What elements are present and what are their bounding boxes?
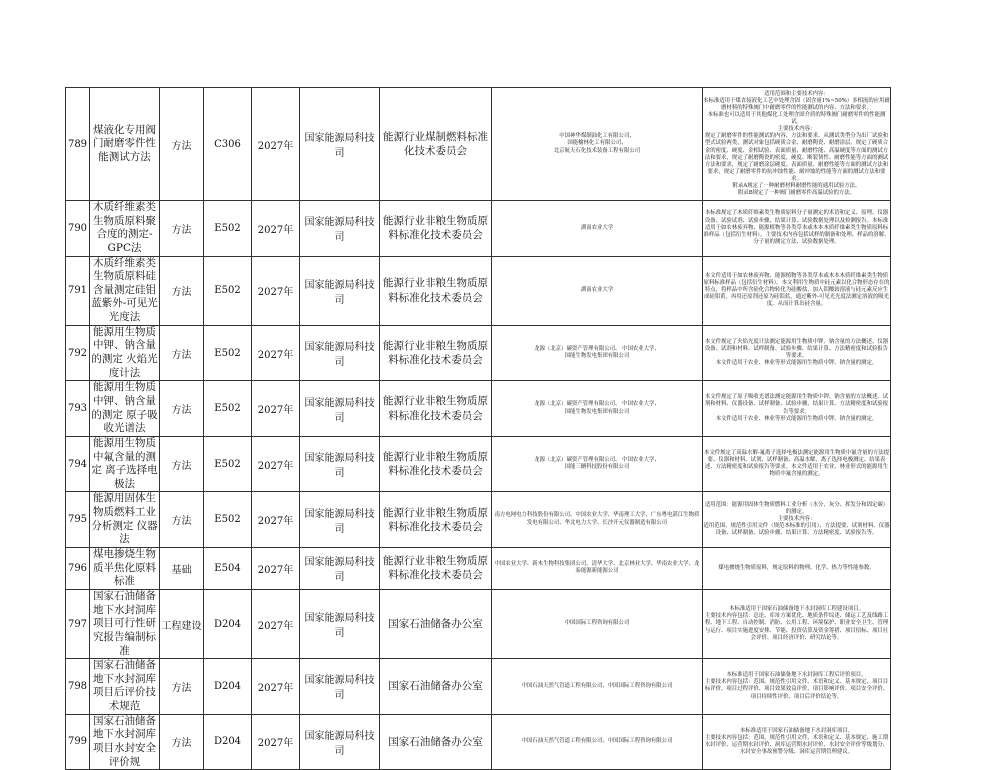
standard-name-cell xyxy=(90,714,160,770)
scope-and-content-cell xyxy=(703,256,891,325)
drafting-units-cell xyxy=(492,589,703,658)
completion-year-cell xyxy=(252,325,300,381)
scope-and-content-cell xyxy=(703,714,891,770)
ics-code: E502 xyxy=(214,285,241,297)
managing-department: 国家能源局科技司 xyxy=(304,342,375,369)
technical-committee: 国家石油储备办公室 xyxy=(388,680,483,693)
table-row xyxy=(66,548,891,590)
technical-committee-cell xyxy=(380,381,492,437)
standard-number: 799 xyxy=(67,736,88,748)
standard-name-cell xyxy=(90,381,160,437)
drafting-units: 龙源（北京）碳资产管理有限公司、 中国农业大学、 国能生物发电集团有限公司 xyxy=(534,401,660,415)
standard-number-cell xyxy=(66,256,90,325)
standard-name: 木质纤维素类生物质原料聚合度的测定-GPC法 xyxy=(93,201,156,254)
completion-year: 2027年 xyxy=(257,224,294,236)
scope-and-content: 本标准规定了木质纤维素类生物质原料分子量测定的术语和定义、原理、仪器设备、试验试剂、试验步骤、结果计算、试验数据处理以及检测报告。本标准适用于如农林废弃物、能源植物等各类草本或木本木质纤维素类生物质原料标准样品（包括衍生材料）。主要技术内容包括试样的制备和处理、样品的溶解、分子量的测定方法、试验数据处理。 xyxy=(703,210,890,245)
scope-and-content-cell xyxy=(703,201,891,257)
table-row xyxy=(66,201,891,257)
managing-department-cell xyxy=(300,201,380,257)
completion-year-cell xyxy=(252,589,300,658)
managing-department-cell xyxy=(300,548,380,590)
standard-type-cell xyxy=(160,381,204,437)
standard-type-cell xyxy=(160,88,204,201)
completion-year: 2027年 xyxy=(257,460,294,472)
ics-code-cell xyxy=(204,436,252,492)
standard-type: 基础 xyxy=(171,564,192,576)
standard-type: 方法 xyxy=(171,682,192,694)
managing-department-cell xyxy=(300,492,380,548)
scope-and-content-cell xyxy=(703,548,891,590)
standard-number: 797 xyxy=(67,618,88,630)
standard-type: 方法 xyxy=(171,516,192,528)
standard-name: 能源用生物质中氟含量的测定 离子选择电极法 xyxy=(91,436,158,490)
drafting-units: 中国国际工程咨询有限公司 xyxy=(564,620,630,627)
standard-type-cell xyxy=(160,492,204,548)
table-row xyxy=(66,325,891,381)
technical-committee-cell xyxy=(380,548,492,590)
ics-code: E502 xyxy=(214,458,241,470)
scope-and-content: 本文件规定了火焰光度计法测定能源用生物质中钾、钠含量的方法概述、仪器设备、试剂和材料、试样制备、试验步骤、结果计算、方法精密度和试验报告等要求。 本文件适用于农业、林业等形式能源用生物质中钾、钠含量的测定。 xyxy=(704,338,889,367)
ics-code: E502 xyxy=(214,222,241,234)
standard-type: 方法 xyxy=(171,287,192,299)
managing-department-cell xyxy=(300,589,380,658)
completion-year: 2027年 xyxy=(257,516,294,528)
technical-committee-cell xyxy=(380,201,492,257)
ics-code: E502 xyxy=(214,514,241,526)
standard-number-cell xyxy=(66,492,90,548)
scope-and-content: 本标准适用于国家石油储备地下水封洞库项目。 主要技术内容包括：范围、规范性引用文件、术语和定义、基本规定、施工期水封评价、运营期水封评价、洞库运营期水封评价、水封安全评价等级划分、水封安全事故预警分级、洞库运营期管理建议。 xyxy=(704,727,889,756)
scope-and-content: 适用范围：能源用固体生物质燃料工业分析（水分、灰分、挥发分和固定碳）的测定。 主要技术内容： 适用范围、规范性引用文件（规范本标准的引用）、方法提要、试剂材料、仪器设备、试样制备、试验步骤、结果计算、方法精密度、试验报告等。 xyxy=(703,501,890,537)
standard-number: 794 xyxy=(67,458,88,470)
completion-year-cell xyxy=(252,492,300,548)
standards-table xyxy=(65,87,891,770)
standard-number-cell xyxy=(66,589,90,658)
scope-and-content-cell xyxy=(703,589,891,658)
completion-year: 2027年 xyxy=(257,738,294,750)
completion-year-cell xyxy=(252,714,300,770)
completion-year-cell xyxy=(252,548,300,590)
scope-and-content-cell xyxy=(703,381,891,437)
standard-type-cell xyxy=(160,548,204,590)
drafting-units-cell xyxy=(492,714,703,770)
drafting-units: 南方电网电力科技股份有限公司、中国农业大学、华南理工大学、广东粤电湛江生物质发电有限公司、华北电力大学、长沙开元仪器制造有限公司 xyxy=(494,512,700,526)
technical-committee: 能源行业非粮生物质原料标准化技术委员会 xyxy=(383,215,488,242)
standard-type-cell xyxy=(160,714,204,770)
ics-code-cell xyxy=(204,548,252,590)
technical-committee: 国家石油储备办公室 xyxy=(388,735,483,748)
completion-year: 2027年 xyxy=(257,564,294,576)
technical-committee-cell xyxy=(380,492,492,548)
ics-code-cell xyxy=(204,492,252,548)
technical-committee: 国家石油储备办公室 xyxy=(388,617,483,630)
ics-code-cell xyxy=(204,589,252,658)
standard-name: 国家石油储备地下水封洞库项目水封安全评价规 xyxy=(93,714,156,768)
standard-type: 方法 xyxy=(171,224,192,236)
technical-committee-cell xyxy=(380,325,492,381)
standard-type: 方法 xyxy=(171,349,192,361)
completion-year-cell xyxy=(252,88,300,201)
standard-number: 789 xyxy=(67,138,88,150)
managing-department: 国家能源局科技司 xyxy=(304,675,375,702)
standard-number-cell xyxy=(66,201,90,257)
ics-code-cell xyxy=(204,201,252,257)
standard-number: 798 xyxy=(67,680,88,692)
drafting-units: 龙源（北京）碳资产管理有限公司、 中国农业大学、 国能生物发电集团有限公司 xyxy=(534,345,660,360)
ics-code-cell xyxy=(204,714,252,770)
managing-department: 国家能源局科技司 xyxy=(304,279,375,306)
technical-committee-cell xyxy=(380,589,492,658)
drafting-units: 湖南农业大学 xyxy=(580,224,614,231)
table-row xyxy=(66,436,891,492)
standard-name: 能源用生物质中钾、钠含量的测定 原子吸收光谱法 xyxy=(91,381,158,435)
managing-department-cell xyxy=(300,88,380,201)
drafting-units: 中国石油天然气管道工程有限公司、中国国际工程咨询有限公司 xyxy=(521,682,673,689)
drafting-units-cell xyxy=(492,381,703,437)
table-row xyxy=(66,492,891,548)
standard-number-cell xyxy=(66,714,90,770)
standard-type-cell xyxy=(160,436,204,492)
drafting-units: 龙源（北京）碳资产管理有限公司、 中国农业大学、 国能三糖科技股份有限公司 xyxy=(534,456,660,471)
scope-and-content: 本文件适用于如农林废弃物、能源植物等各类草本或木本木质纤维素类生物质原料标准样品（包括衍生材料）。本文利用生物质中硅元素以化合物形态存在的特点，将样品中所含硅化合物转化为硅酸盐，加入钼酸铵溶液与硅元素反应生成硅钼黄，再用还原剂还原为硅钼蓝，通过紫外-可见光光度法测定溶液的吸光度，从而计算出硅含量。 xyxy=(703,272,890,308)
standard-type-cell xyxy=(160,589,204,658)
completion-year: 2027年 xyxy=(257,620,294,632)
managing-department-cell xyxy=(300,436,380,492)
ics-code: D204 xyxy=(213,618,242,630)
drafting-units-cell xyxy=(492,548,703,590)
scope-and-content: 本标准适用于国家石油储备地下水封洞库工程后评价项目。 主要技术内容包括：范围、规范性引用文件、术语和定义、基本规定、项目目标评价、项目过程评价、项目效果效益评价、项目影响评价、项目安全评价、项目持续性评价、项目后评价结论等。 xyxy=(704,672,889,700)
drafting-units-cell xyxy=(492,88,703,201)
table-row xyxy=(66,381,891,437)
completion-year: 2027年 xyxy=(257,349,294,361)
ics-code: D204 xyxy=(213,680,242,692)
drafting-units: 中国石油天然气管道工程有限公司、中国国际工程咨询有限公司 xyxy=(521,738,673,745)
standard-name: 煤电掺烧生物质半焦化原料标准 xyxy=(93,548,156,588)
managing-department: 国家能源局科技司 xyxy=(304,508,375,535)
scope-and-content: 本标准适用于国家石油储备地下水封洞库工程建设项目。 主要技术内容包括：总论、库址方案优化、地质条件综述、储运工艺及线路工程、地下工程、自动控制、消防、公用工程、环境保护、职业安全卫生、管理与运行、项目实施进度安排、节能、投资估算及资金筹措、项目招标、项目社会评价、项目经济评价、研究结论等。 xyxy=(704,606,889,641)
technical-committee: 能源行业非粮生物质原料标准化技术委员会 xyxy=(383,555,488,582)
managing-department: 国家能源局科技司 xyxy=(304,453,375,480)
standard-number: 792 xyxy=(67,347,88,359)
ics-code-cell xyxy=(204,325,252,381)
standard-name-cell xyxy=(90,325,160,381)
scope-and-content: 煤电掺烧生物质原料，规定原料的物理、化学、热力等性能参数。 xyxy=(718,564,875,571)
drafting-units: 中国神华煤制油化工有限公司、 国能榆林化工有限公司、 北京航天石化技术装备工程有限公司 xyxy=(553,133,641,154)
technical-committee: 能源行业非粮生物质原料标准化技术委员会 xyxy=(383,277,488,304)
drafting-units-cell xyxy=(492,492,703,548)
standard-name: 国家石油储备地下水封洞库项目后评价技术规范 xyxy=(93,659,156,713)
table-row xyxy=(66,256,891,325)
technical-committee: 能源行业非粮生物质原料标准化技术委员会 xyxy=(383,395,488,422)
standard-number-cell xyxy=(66,436,90,492)
completion-year: 2027年 xyxy=(257,682,294,694)
standard-number: 795 xyxy=(67,514,88,526)
technical-committee: 能源行业非粮生物质原料标准化技术委员会 xyxy=(383,506,488,533)
standard-name: 煤液化专用阀门耐磨零件性能测试方法 xyxy=(93,123,156,163)
ics-code: D204 xyxy=(213,736,242,748)
managing-department: 国家能源局科技司 xyxy=(304,730,375,757)
managing-department: 国家能源局科技司 xyxy=(304,613,375,640)
standard-name-cell xyxy=(90,589,160,658)
drafting-units-cell xyxy=(492,201,703,257)
standard-number-cell xyxy=(66,548,90,590)
standard-type: 方法 xyxy=(171,405,192,417)
scope-and-content: 适用范围和主要技术内容： 本标准适用于煤直接液化工艺中处理含固（固含量1%~50%）多相流的应用耐磨材料的特殊阀门中耐磨零件的性能测试的内容、方法和要求。 本标准也可以适用于其他煤化工处理含固介质的特殊阀门耐磨零件的性能测试。 主要技术内容： 规定了耐磨零件的性能测试的内容、方法和要求。从测试类型分为出厂试验和型式试验两类，测试对象包括硬质合金、耐磨陶瓷、耐磨涂层，规定了硬质合金的密度、硬度、金相试验、表面质量、耐磨性能、高温硬度等方面的测试方法和要求，规定了耐磨陶瓷的密度、硬度、断裂韧性、耐磨性能等方面的测试方法和要求，规定了耐磨涂层硬度、表面质量、耐磨性能等方面的测试方法和要求，规定了耐磨零件的抗冲蚀性能、耐冲蚀的性能等方面的测试方法和要求。 附录A规定了一种耐磨材料耐磨性能的通用试验方法。 附录B规定了一种阀门耐磨零件高温试验的方法。 xyxy=(703,90,890,197)
ics-code: C306 xyxy=(214,138,241,150)
standard-number-cell xyxy=(66,88,90,201)
managing-department: 国家能源局科技司 xyxy=(304,557,375,584)
standard-type-cell xyxy=(160,201,204,257)
ics-code-cell xyxy=(204,88,252,201)
completion-year-cell xyxy=(252,436,300,492)
standard-name-cell xyxy=(90,256,160,325)
technical-committee: 能源行业煤制燃料标准化技术委员会 xyxy=(383,130,488,157)
standard-type-cell xyxy=(160,325,204,381)
standard-name-cell xyxy=(90,436,160,492)
ics-code-cell xyxy=(204,256,252,325)
scope-and-content: 本文件规定了原子吸收光谱法测定能源用生物质中钾、钠含量的方法概述、试剂和材料、仪器设备、试样制备、试验步骤、结果计算、方法精密度和试验报告等要求。 本文件适用于农业、林业等形式能源用生物质中钾、钠含量的测定。 xyxy=(704,394,889,422)
scope-and-content-cell xyxy=(703,436,891,492)
standard-number: 791 xyxy=(67,285,88,297)
standard-type-cell xyxy=(160,256,204,325)
standard-number: 796 xyxy=(67,562,88,574)
standard-name-cell xyxy=(90,201,160,257)
standard-name-cell xyxy=(90,492,160,548)
technical-committee-cell xyxy=(380,436,492,492)
drafting-units: 中国农业大学、新木生物科技集团公司、清华大学、北京林业大学、华南农业大学、龙泰能源新能源公司 xyxy=(494,561,700,575)
technical-committee: 能源行业非粮生物质原料标准化技术委员会 xyxy=(383,451,488,478)
standard-type: 工程建设 xyxy=(161,620,202,632)
completion-year-cell xyxy=(252,201,300,257)
managing-department: 国家能源局科技司 xyxy=(304,397,375,424)
table-row xyxy=(66,714,891,770)
standard-number-cell xyxy=(66,325,90,381)
standard-name-cell xyxy=(90,88,160,201)
scope-and-content: 本文件规定了高温水解-氟离子选择电极法测定能源用生物质中氟含量的方法提要、仪器和材料、试剂、试样制备、高温水解、离子选择电极测定、结果表述、方法精密度和试验报告等要求。本文件适用于农业、林业形式的能源用生物质中氟含量的测定。 xyxy=(703,449,890,478)
ics-code: E502 xyxy=(214,347,241,359)
managing-department: 国家能源局科技司 xyxy=(304,217,375,244)
standard-number: 790 xyxy=(67,222,88,234)
technical-committee-cell xyxy=(380,88,492,201)
ics-code: E504 xyxy=(214,562,241,574)
scope-and-content-cell xyxy=(703,88,891,201)
completion-year: 2027年 xyxy=(257,287,294,299)
drafting-units-cell xyxy=(492,256,703,325)
managing-department-cell xyxy=(300,714,380,770)
drafting-units: 湖南农业大学 xyxy=(580,287,614,294)
standard-name: 能源用生物质中钾、钠含量的测定 火焰光度计法 xyxy=(91,325,158,379)
managing-department-cell xyxy=(300,256,380,325)
ics-code-cell xyxy=(204,381,252,437)
managing-department-cell xyxy=(300,381,380,437)
standard-type: 方法 xyxy=(171,460,192,472)
ics-code: E502 xyxy=(214,403,241,415)
technical-committee-cell xyxy=(380,256,492,325)
completion-year: 2027年 xyxy=(257,405,294,417)
standard-number-cell xyxy=(66,381,90,437)
standard-name: 木质纤维素类生物质原料硅含量测定硅钼蓝紫外-可见光光度法 xyxy=(91,256,158,324)
completion-year-cell xyxy=(252,256,300,325)
completion-year: 2027年 xyxy=(257,140,294,152)
standard-name: 能源用固体生物质燃料工业分析测定 仪器法 xyxy=(91,492,158,546)
table-row xyxy=(66,589,891,658)
table-row xyxy=(66,88,891,201)
standard-type: 方法 xyxy=(171,140,192,152)
scope-and-content-cell xyxy=(703,325,891,381)
technical-committee-cell xyxy=(380,714,492,770)
managing-department-cell xyxy=(300,325,380,381)
standard-type: 方法 xyxy=(171,738,192,750)
managing-department: 国家能源局科技司 xyxy=(304,133,375,159)
technical-committee: 能源行业非粮生物质原料标准化技术委员会 xyxy=(383,339,488,367)
scope-and-content-cell xyxy=(703,492,891,548)
drafting-units-cell xyxy=(492,325,703,381)
standard-name-cell xyxy=(90,548,160,590)
standard-name: 国家石油储备地下水封洞库项目可行性研究报告编制标准 xyxy=(93,589,156,657)
standard-number: 793 xyxy=(67,403,88,415)
table-body xyxy=(66,88,891,770)
drafting-units-cell xyxy=(492,436,703,492)
completion-year-cell xyxy=(252,381,300,437)
